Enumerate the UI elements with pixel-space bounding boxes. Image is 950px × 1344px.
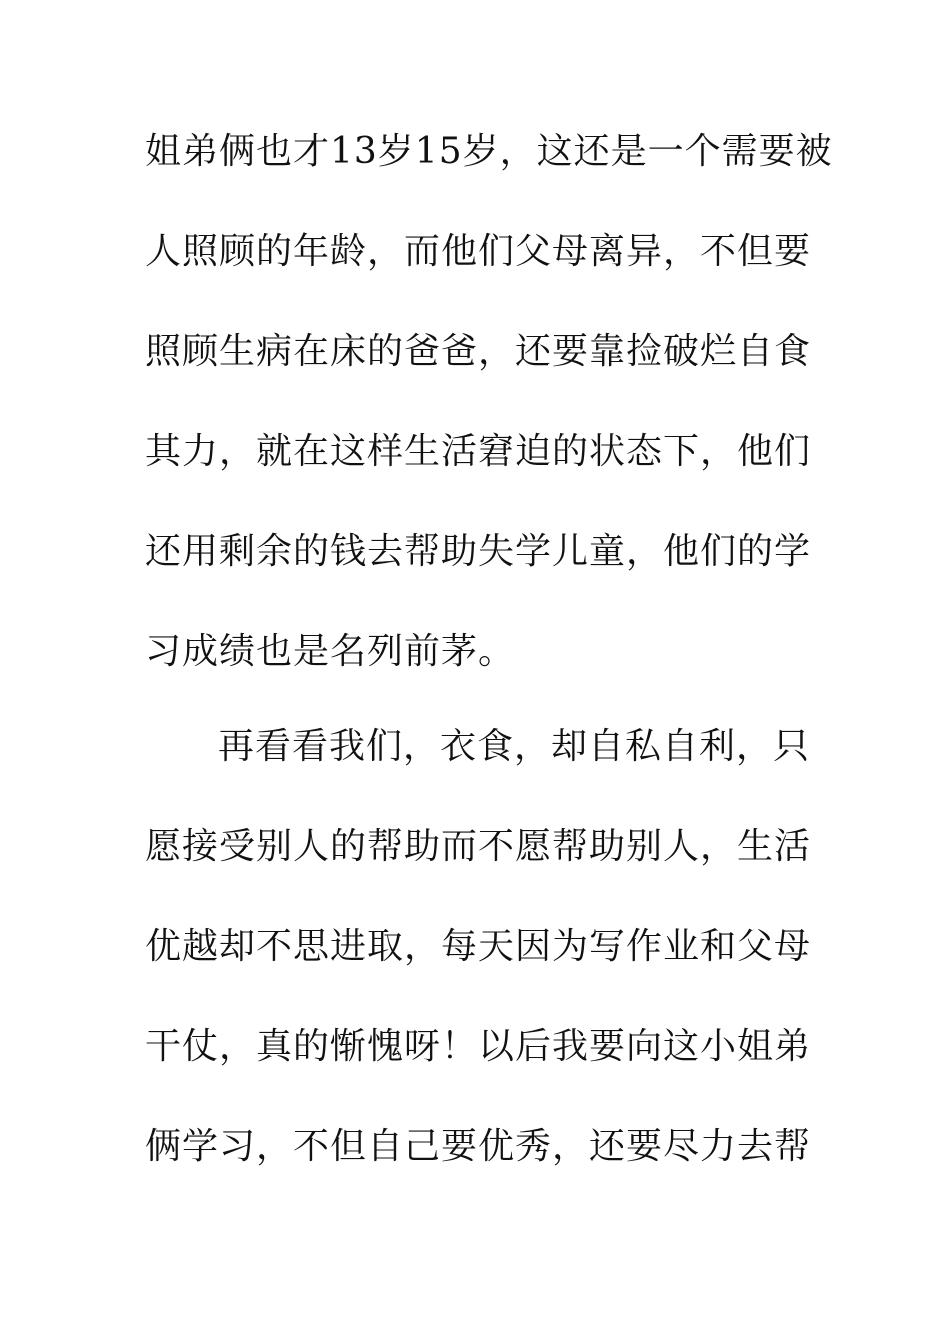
text-line: 习成绩也是名列前茅。 xyxy=(145,631,516,672)
text-line: 还用剩余的钱去帮助失学儿童，他们的学 xyxy=(145,531,812,572)
text-line: 优越却不思进取，每天因为写作业和父母 xyxy=(145,926,812,967)
text-line: 干仗，真的惭愧呀！以后我要向这小姐弟 xyxy=(145,1026,812,1067)
text-line: 照顾生病在床的爸爸，还要靠捡破烂自食 xyxy=(145,331,812,372)
text-line: 愿接受别人的帮助而不愿帮助别人，生活 xyxy=(145,826,812,867)
text-line: 人照顾的年龄，而他们父母离异，不但要 xyxy=(145,231,812,272)
text-line: 姐弟俩也才13岁15岁，这还是一个需要被 xyxy=(145,131,833,172)
text-line-indented: 再看看我们，衣食，却自私自利，只 xyxy=(218,726,811,767)
text-line: 俩学习，不但自己要优秀，还要尽力去帮 xyxy=(145,1126,812,1167)
text-line: 其力，就在这样生活窘迫的状态下，他们 xyxy=(145,431,812,472)
